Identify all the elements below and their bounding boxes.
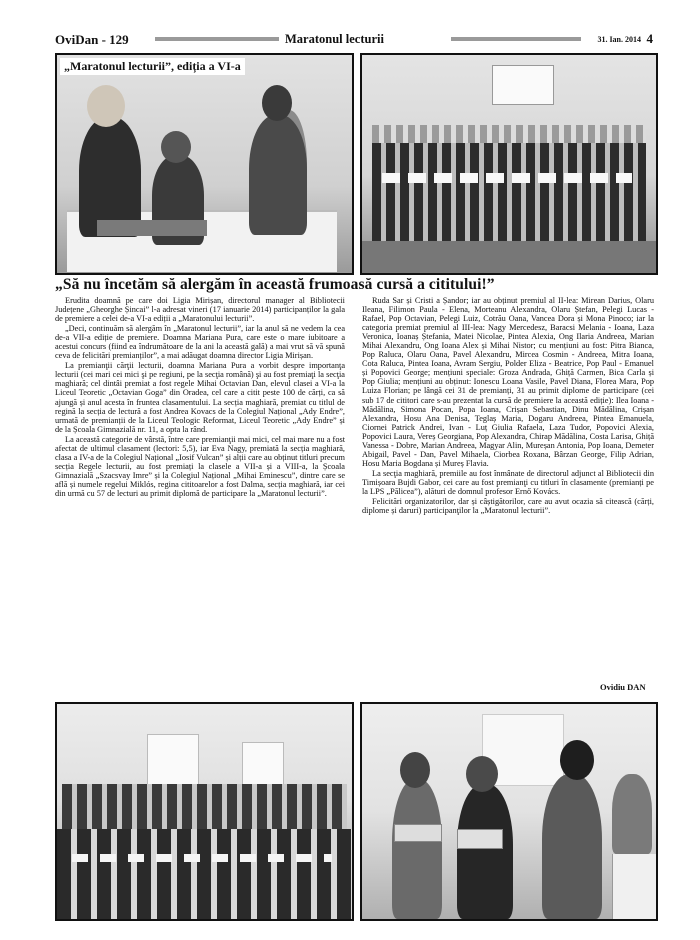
page-header: [55, 30, 653, 48]
issue-date: 31. Ian. 2014: [597, 35, 641, 44]
article-paragraph: La premianţii cărţii lecturii, doamna Mariana Pura a vorbit despre importanţa lecturii (cei mari cei mici şi pe regiuni, pe la secţia română) şi au fost premiaţi la secţia maghiară; cel dintâi premiat a fost regele Mihai Octavian Dan, elevul clasei a VI-a la Liceul Teoretic „Octavian Goga” din Oradea, cel care a citit peste 100 de cărți, ca să ajungă și anul acesta în fruntea clasamentului. La secția maghiară, premiat cu titlul de regină la secția de lectură a fost Andrea Kovacs de la Colegiul Național „Ady Endre”, urmată de premianții de la Liceul Teologic Reformat, Liceul Teoretic „Ady Endre” și de la Școala Gimnazială nr. 11, a opta la rând.: [55, 361, 345, 434]
header-rule-right: [451, 37, 581, 41]
photo-officials: [55, 53, 354, 275]
photo-crowning: [360, 702, 658, 921]
section-title: Maratonul lecturii: [285, 32, 384, 46]
article-author: Ovidiu DAN: [600, 682, 646, 692]
article-paragraph: La secţia maghiară, premiile au fost înmânate de directorul adjunct al Bibliotecii din Timișoara Bujdi Gabor, cei care au fost premianţi cu titluri în clasamente (premianți pe la LPS „Pălicea”), alături de domnul profesor Ernő Kovács.: [362, 468, 654, 496]
photo-audience: [55, 702, 354, 921]
publication-issue: OviDan - 129: [55, 32, 129, 47]
photo-caption: „Maratonul lecturii”, ediția a VI-a: [60, 58, 245, 75]
article-paragraph: Erudita doamnă pe care doi Ligia Mirișan, directorul manager al Bibliotecii Județene „Gheorghe Șincai” l-a adresat vineri (17 ianuarie 2014) participanților la gala de premiere a celei de-a VI-a ediții a „Maratonului lecturii”.: [55, 296, 345, 324]
article-column-left: [55, 296, 345, 696]
header-rule-left: [155, 37, 279, 41]
article-column-right: [362, 296, 654, 696]
photo-students-group: [360, 53, 658, 275]
article-paragraph: Felicitări organizatorilor, dar și câștigătorilor, care au avut ocazia să citească (cărți, diplome și daruri) participanţilor la „Maratonul lecturii”.: [362, 497, 654, 516]
article-paragraph: „Deci, continuăm să alergăm în „Maratonul lecturii”, iar la anul să ne vedem la cea de-a VII-a ediție de premiere. Doamna Mariana Pura, care este o mare iubitoare a acestui concurs (fiind ea îndrumătoare de la ani la această gală) a mai vrut să vă spună ceva de felicitări premianților”, a mai adăugat doamna director Ligia Mirișan.: [55, 324, 345, 361]
article-headline: „Să nu încetăm să alergăm în această frumoasă cursă a cititului!”: [55, 276, 495, 293]
article-paragraph: Ruda Sar și Cristi a Șandor; iar au obținut premiul al II-lea: Mirean Darius, Olaru Ileana, Filimon Paula - Elena, Morteanu Alexandra, Olaru Ștefan, Pelegi Lucas - Rafael, Pop Octavian, Pelegi Luiz, Cotrău Oana, Vancea Dora și Mona Pinoco; iar la categoria premiat premiul al III-lea: Nagy Mercedesz, Baracsi Melania - Ioana, Laza Veronica, Ioanaș Ștefania, Matei Nicolae, Pintea Alexia, Ong Ilaria Andreea, Marian Mihai Alexandru, Ong Ioana Alex și Mihai Nistor; cu mențiuni au fost: Pitra Bianca, Pop Raluca, Olaru Oana, Pavel Alexandru, Mircea Cosmin - Andreea, Mitra Ioana, Cota Raluca, Pintea Ioana, Avram Sergiu, Polder Eliza - Beatrice, Pop Paul - Emanuel și Popovici George; mențiuni speciale: Groza Andrada, Ghiță Carmen, Bica Carla și Pop Giulia; mențiuni au obținut: Ionescu Loana Vasile, Pavel Diana, Florea Mara, Pop Luiza Florian; pe lângă cei 31 de premianți, 31 au primit diplome de participare (cei sub 17 de cititori care s-au prezentat la cursă de premiere la această ediție): Ilea Ioana - Mădălina, Simona Pocan, Popa Ioana, Crișan Sebastian, Dinu Mădălina, Crișan Alexandra, Hosu Ana Denisa, Teglaș Maria, Dogaru Andreea, Pintea Emanuela, Ciornei Patrick Andrei, Ivan - Luț Giulia Rafaela, Laza Tudor, Popovici Alexia, Popovici Laura, Vereș Georgiana, Pop Alexandra, Chirap Mădălina, Costa Larisa, Ghiță Vanessa - Dobre, Marian Andreea, Magyar Alin, Mureșan Antonia, Pop Ioana, Demeter Abigail, Pavel - Dan, Pavel Mihaela, Ciorbea Roxana, Bârzan George, Filip Adrian, Hosu Maria Bogdana și Mureș Flavia.: [362, 296, 654, 468]
article-paragraph: La această categorie de vârstă, între care premianţii mai mici, cel mai mare nu a fost afectat de ultimul clasament (lectori: 5,5), iar Eva Nagy, premiată la secția maghiară, clasa a IV-a de la Colegiul Național „Iosif Vulcan” și alții care au obținut titluri precum secția Regele lecturii, au fost premiați la clasele a VII-a și a VIII-a, la Școala Gimnazială „Szacsvay Imre” și la Colegiul Național „Mihai Eminescu”, dintre care se află și numele regelui Miklós, regina cititoarelor a fost Dalma, secția maghiară, iar cei din urmă cu 57 de lecturi au primit diplomă de participare la „Maratonul lecturii”.: [55, 434, 345, 498]
page-number: 4: [646, 31, 653, 46]
